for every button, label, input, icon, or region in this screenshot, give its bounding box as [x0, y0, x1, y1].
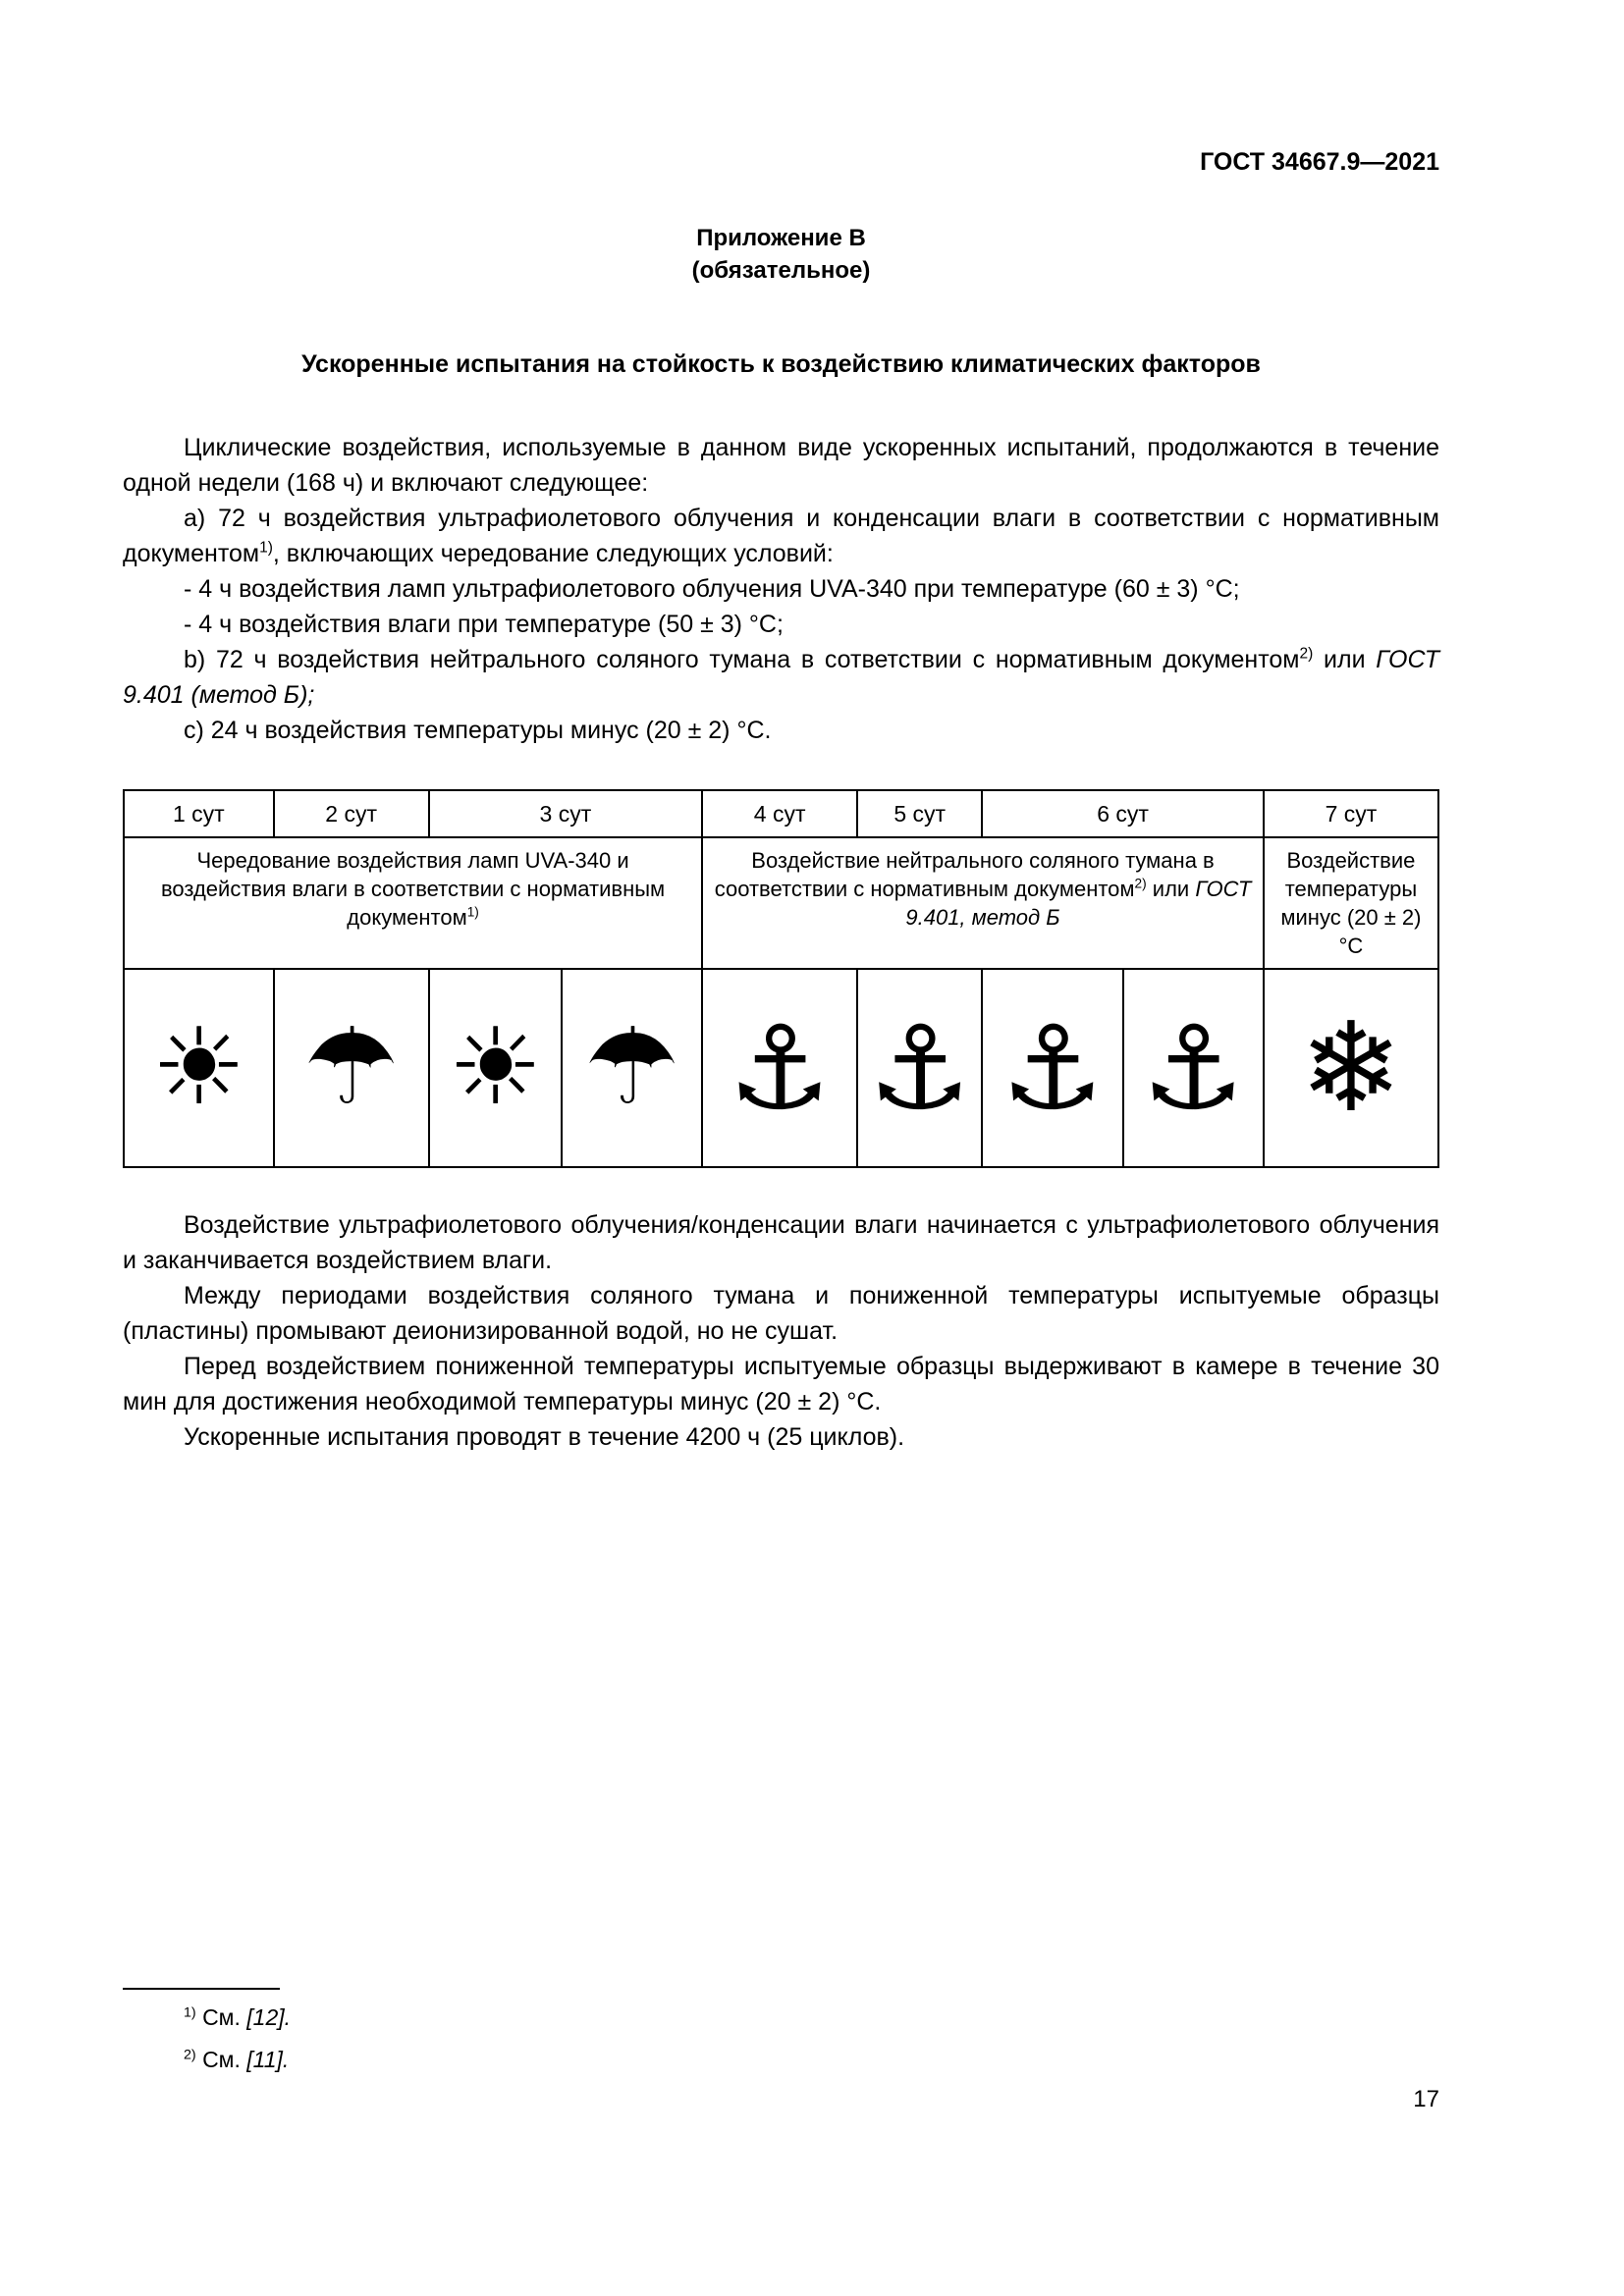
- table-row-descriptions: [124, 837, 1438, 969]
- footnote-divider: [123, 1988, 280, 1990]
- icon-cell: [702, 969, 857, 1167]
- phase-salt-gost-reference: ГОСТ 9.401, метод Б: [905, 877, 1252, 930]
- anchor-icon: ⚓: [728, 1000, 833, 1136]
- item-b-text: b) 72 ч воздействия нейтрального соляного тумана в сответствии с нормативным документом: [184, 646, 1300, 673]
- table-row-days: [124, 790, 1438, 837]
- icon-cell: [429, 969, 562, 1167]
- document-code: ГОСТ 34667.9—2021: [1200, 148, 1439, 176]
- phase-salt-text: Воздействие нейтрального соляного тумана в соответствии с нормативным документом: [714, 848, 1215, 901]
- note-uv-sequence: Воздействие ультрафиолетового облучения/конденсации влаги начинается с ультрафиолетового облучения и заканчивается воздействием влаги.: [123, 1211, 1439, 1274]
- icon-cell: [982, 969, 1122, 1167]
- appendix-title: Ускоренные испытания на стойкость к воздействию климатических факторов: [301, 350, 1261, 378]
- day-header-4: 4 сут: [702, 790, 857, 837]
- icon-cell: [857, 969, 982, 1167]
- icon-cell: [274, 969, 429, 1167]
- sun-icon: ☀: [150, 1006, 246, 1129]
- icon-cell: [1123, 969, 1264, 1167]
- footnote-1-reference: [12].: [246, 2004, 292, 2030]
- list-item-a: [123, 501, 1439, 571]
- footnote-marker-2: 2): [1134, 876, 1147, 891]
- page-footer: [123, 1988, 1439, 2113]
- icon-cell: [1264, 969, 1438, 1167]
- footnote-2-marker: 2): [184, 2047, 196, 2063]
- footnote-2-reference: [11].: [246, 2047, 290, 2072]
- item-b-gost-reference: ГОСТ 9.401 (метод Б);: [123, 646, 1439, 709]
- day-header-6: 6 сут: [982, 790, 1264, 837]
- footnote-2-text: См.: [202, 2047, 247, 2072]
- umbrella-icon: ☂: [303, 1006, 400, 1129]
- anchor-icon: ⚓: [867, 1000, 972, 1136]
- item-a-tail: , включающих чередование следующих условий:: [272, 540, 834, 567]
- day-header-3: 3 сут: [429, 790, 703, 837]
- footnote-2: [123, 2045, 1439, 2074]
- test-cycle-table: [123, 789, 1439, 1168]
- day-header-1: 1 сут: [124, 790, 274, 837]
- sun-icon: ☀: [447, 1006, 543, 1129]
- note-total-duration: Ускоренные испытания проводят в течение 4200 ч (25 циклов).: [184, 1423, 905, 1451]
- appendix-label: Приложение В: [696, 225, 866, 251]
- footnote-1: [123, 2002, 1439, 2032]
- list-item-c: c) 24 ч воздействия температуры минус (20 ± 2) °С.: [184, 717, 772, 744]
- icon-cell: [562, 969, 702, 1167]
- list-item-moisture: - 4 ч воздействия влаги при температуре (50 ± 3) °С;: [184, 611, 784, 638]
- appendix-kind: (обязательное): [691, 257, 871, 284]
- day-header-2: 2 сут: [274, 790, 429, 837]
- icon-cell: [124, 969, 274, 1167]
- table-row-icons: [124, 969, 1438, 1167]
- footnote-marker-2: 2): [1299, 645, 1314, 663]
- phase-description-salt-fog: [702, 837, 1264, 969]
- item-a-text: a) 72 ч воздействия ультрафиолетового облучения и конденсации влаги в соответствии с нормативным документом: [123, 505, 1439, 567]
- footnote-marker-1: 1): [466, 904, 479, 920]
- umbrella-icon: ☂: [584, 1006, 679, 1129]
- anchor-icon: ⚓: [1001, 1000, 1105, 1136]
- day-header-5: 5 сут: [857, 790, 982, 837]
- list-item-b: [123, 642, 1439, 713]
- phase-description-low-temperature: Воздействие температуры минус (20 ± 2) °С: [1264, 837, 1438, 969]
- phase-salt-mid: или: [1146, 877, 1196, 901]
- footnote-marker-1: 1): [259, 539, 273, 557]
- footnote-1-marker: 1): [184, 2004, 196, 2021]
- list-item-uv-lamps: - 4 ч воздействия ламп ультрафиолетового облучения UVA-340 при температуре (60 ± 3) °С;: [184, 575, 1240, 603]
- note-low-temperature-hold: Перед воздействием пониженной температуры испытуемые образцы выдерживают в камере в течение 30 мин для достижения необходимой температуры минус (20 ± 2) °С.: [123, 1353, 1439, 1415]
- page-content: [123, 147, 1439, 1455]
- page-number: 17: [1413, 2086, 1439, 2112]
- day-header-7: 7 сут: [1264, 790, 1438, 837]
- anchor-icon: ⚓: [1141, 1000, 1246, 1136]
- paragraph-intro: Циклические воздействия, используемые в данном виде ускоренных испытаний, продолжаются в течение одной недели (168 ч) и включают следующее:: [123, 434, 1439, 497]
- phase-description-uv-moisture: [124, 837, 702, 969]
- phase-uv-text: Чередование воздействия ламп UVA-340 и воздействия влаги в соответствии с нормативным документом: [160, 848, 666, 930]
- snowflake-icon: ❄: [1299, 995, 1403, 1140]
- note-rinsing: Между периодами воздействия соляного тумана и пониженной температуры испытуемые образцы (пластины) промывают деионизированной водой, но не сушат.: [123, 1282, 1439, 1345]
- item-b-mid: или: [1313, 646, 1377, 673]
- footnote-1-text: См.: [202, 2004, 247, 2030]
